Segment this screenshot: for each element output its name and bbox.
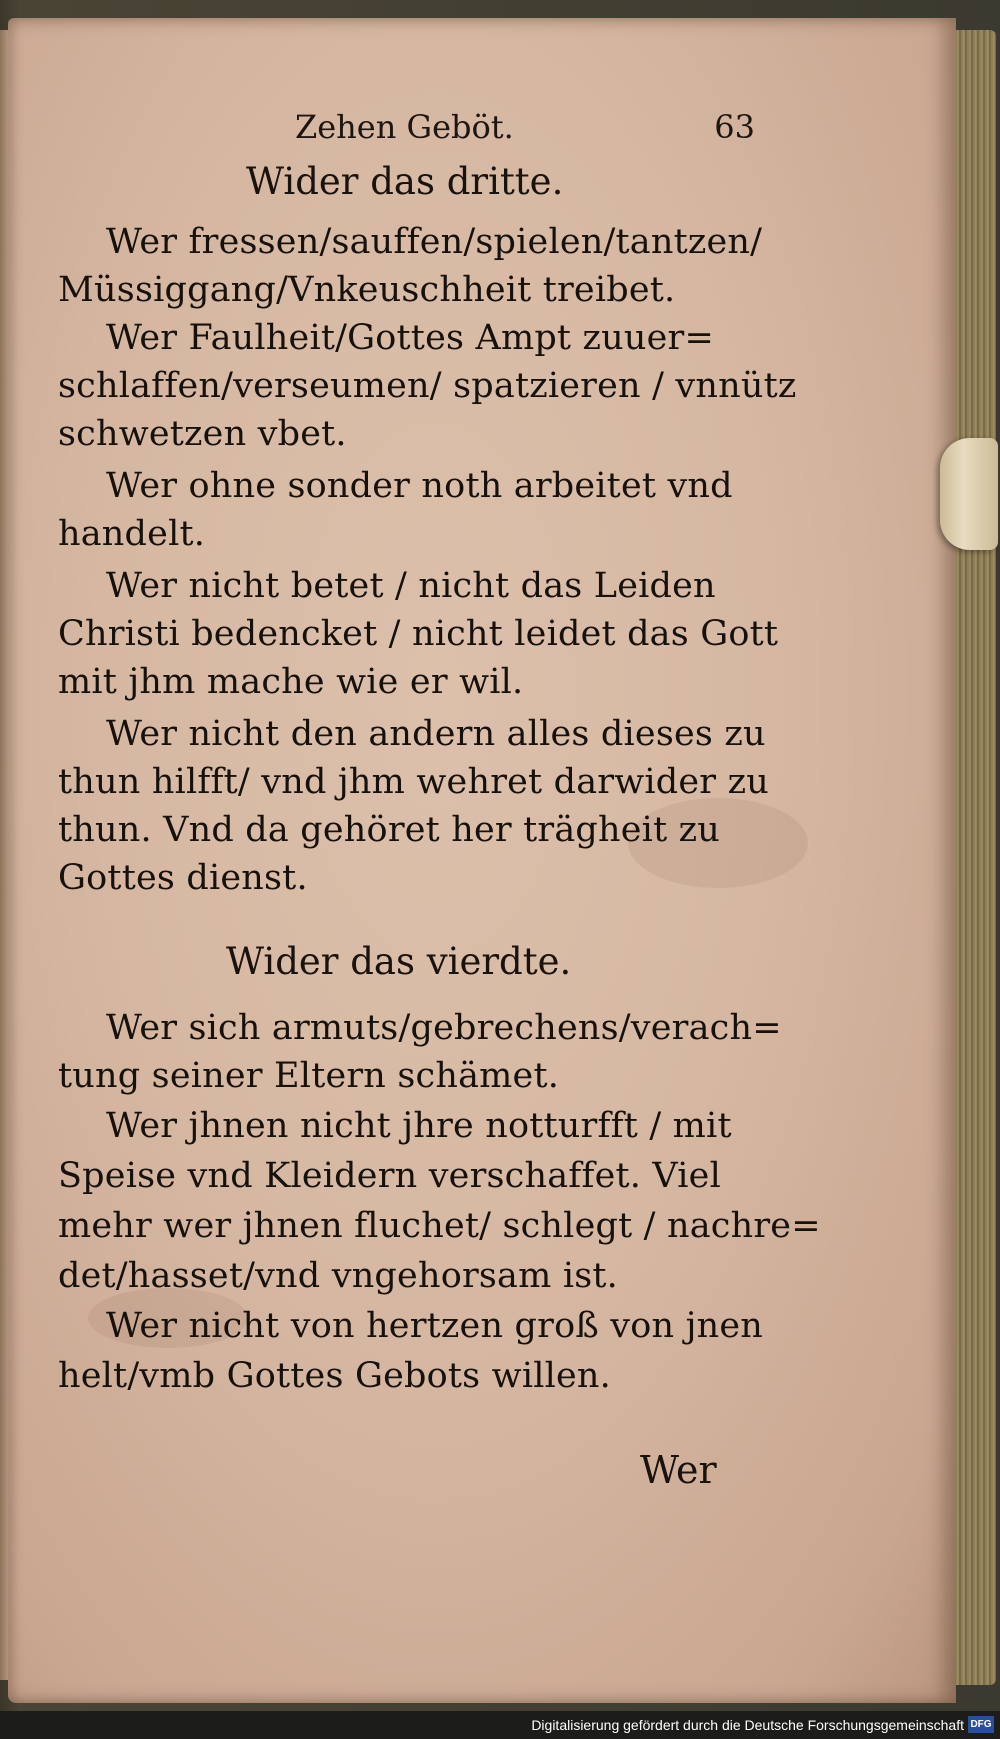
text-line: mit jhm mache wie er wil. <box>58 662 524 702</box>
text-line: Wer sich armuts/gebrechens/verach= <box>106 1008 782 1048</box>
text-line: Wer nicht den andern alles dieses zu <box>106 714 766 754</box>
text-line: Wer nicht von hertzen groß von jnen <box>106 1306 764 1346</box>
text-line: Müssiggang/Vnkeuschheit treibet. <box>58 270 676 310</box>
text-line: schlaffen/verseumen/ spatzieren / vnnütz <box>58 366 797 406</box>
text-line: Speise vnd Kleidern verschaffet. Viel <box>58 1156 721 1196</box>
text-line: Gottes dienst. <box>58 858 308 898</box>
page-tab <box>940 438 998 550</box>
section-heading: Wider das vierdte. <box>226 940 572 983</box>
text-line: thun. Vnd da gehöret her trägheit zu <box>58 810 721 850</box>
text-line: det/hasset/vnd vngehorsam ist. <box>58 1256 618 1296</box>
page-edges <box>956 30 996 1685</box>
digitization-footer <box>0 1711 1000 1739</box>
text-line: Christi bedencket / nicht leidet das Gott <box>58 614 779 654</box>
text-line: handelt. <box>58 514 206 554</box>
page-number: 63 <box>714 108 755 146</box>
funding-credit: Digitalisierung gefördert durch die Deutsche Forschungsgemeinschaft <box>531 1717 964 1733</box>
text-line: Wer ohne sonder noth arbeitet vnd <box>106 466 733 506</box>
text-line: Wer Faulheit/Gottes Ampt zuuer= <box>106 318 715 358</box>
text-line: thun hilfft/ vnd jhm wehret darwider zu <box>58 762 769 802</box>
text-line: mehr wer jhnen fluchet/ schlegt / nachre= <box>58 1206 821 1246</box>
section-heading: Wider das dritte. <box>246 160 564 203</box>
text-line: tung seiner Eltern schämet. <box>58 1056 560 1096</box>
text-line: helt/vmb Gottes Gebots willen. <box>58 1356 611 1396</box>
text-line: Wer nicht betet / nicht das Leiden <box>106 566 716 606</box>
text-line: Wer fressen/sauffen/spielen/tantzen/ <box>106 222 763 262</box>
text-line: Wer jhnen nicht jhre notturfft / mit <box>106 1106 732 1146</box>
running-title: Zehen Geböt. <box>295 108 514 146</box>
catchword: Wer <box>640 1448 717 1492</box>
text-line: schwetzen vbet. <box>58 414 347 454</box>
dfg-logo-icon: DFG <box>968 1716 994 1733</box>
page-header <box>295 108 755 148</box>
